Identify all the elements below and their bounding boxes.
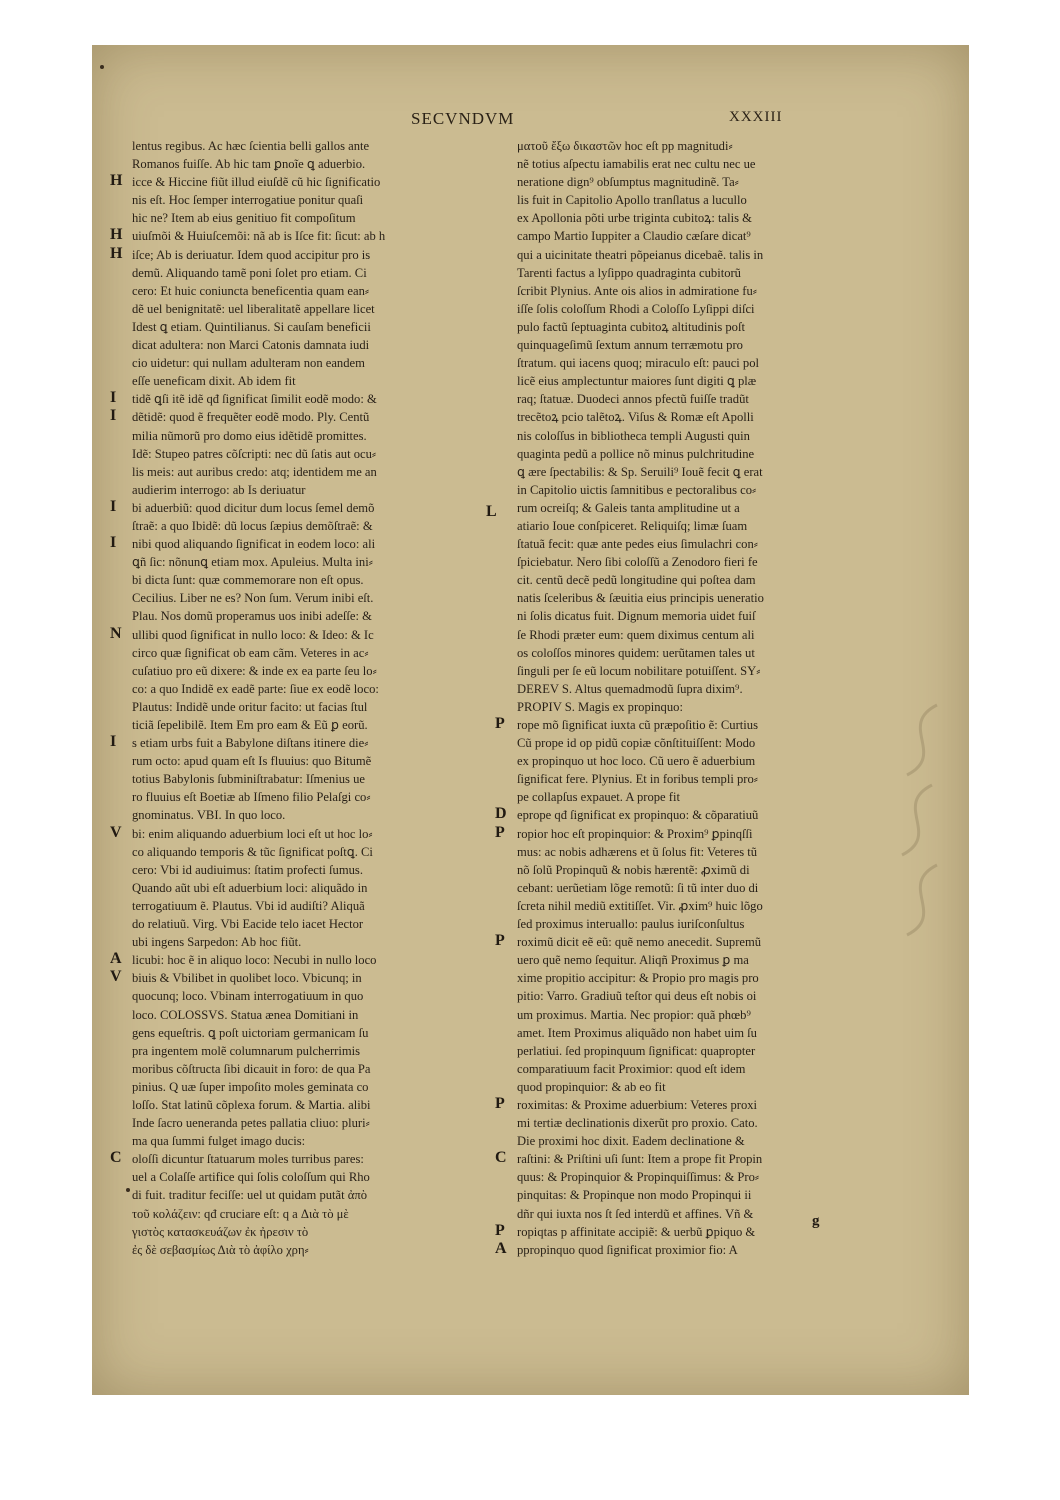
text-line [112,662,482,680]
text-line [112,209,482,227]
line-text: di fuit. traditur feciſſe: uel ut quidam putãt ἀπὸ [132,1188,368,1203]
text-line [112,987,482,1005]
text-line [497,1114,882,1132]
initial-letter: A [495,1239,507,1257]
line-text: mi tertiæ declinationis dixerũt pro proxio. Cato. [517,1116,758,1131]
line-text: demũ. Aliquando tamẽ poni ſolet pro etiam. Ci [132,265,367,280]
text-line [112,1205,482,1223]
line-text: quus: & Propinquior & Propinquiſſimus: & Pro⸗ [517,1170,760,1185]
text-line [497,589,882,607]
line-text: nẽ totius aſpectu iamabilis erat nec cultu nec ue [517,157,756,172]
text-line [497,408,882,426]
line-text: s etiam urbs fuit a Babylone diſtans itinere die⸗ [132,736,369,751]
text-line [497,390,882,408]
text-line [497,861,882,879]
text-line [112,806,482,824]
text-line [497,1168,882,1186]
text-line [497,155,882,173]
line-text: xime propitio accipitur: & Propio pro magis pro [517,971,759,986]
text-line [497,626,882,644]
line-text: pulo factũ ſeptuaginta cubitoꝝ altitudinis poſt [517,319,745,334]
line-text: ni ſolis dicatus fuit. Dignum memoria uidet fuiſ [517,609,756,624]
line-text: ullibi quod ſignificat in nullo loco: & Ideo: & Ic [132,627,374,642]
line-text: lis fuit in Capitolio Apollo tranſlatus a lucullo [517,193,747,208]
line-text: nis eſt. Hoc ſemper interrogatiue ponitur quaſi [132,193,364,208]
text-line [112,607,482,625]
line-text: pe collapſus expauet. A prope fit [517,790,680,805]
line-text: in Capitolio uictis ſamnitibus e pectoralibus co⸗ [517,482,757,497]
line-text: comparatiuum facit Proximior: quod eſt idem [517,1061,746,1076]
line-text: tidẽ ꝗſi itẽ idẽ qđ ſignificat ſimilit eodẽ modo: & [132,392,377,407]
text-line [497,300,882,318]
left-text-column [112,137,482,1259]
text-line [112,698,482,716]
text-line [497,734,882,752]
text-line [497,788,882,806]
line-text: nõ ſolũ Propinquũ & nobis hærentẽ: ꝓximũ di [517,862,750,877]
line-text: quocunq; loco. Vbinam interrogatiuum in quo [132,989,364,1004]
line-text: Cecilius. Liber ne es? Non ſum. Verum inibi eſt. [132,591,374,606]
text-line [112,752,482,770]
text-line [497,607,882,625]
line-text: natis ſceleribus & ſæuitia eius principis ueneratio [517,591,764,606]
line-text: Inde ſacro ueneranda petes pallatia cliuo: pluri⸗ [132,1116,370,1131]
text-line [112,1042,482,1060]
line-text: co aliquando temporis & tũc ſignificat poſtꝗ. Ci [132,844,373,859]
line-text: uero quẽ nemo ſequitur. Aliqñ Proximus ꝑ ma [517,953,749,968]
line-text: rum octo: apud quam eſt Is fluuius: quo Bitumẽ [132,754,372,769]
text-line [112,626,482,644]
line-text: quod propinquior: & ab eo fit [517,1079,666,1094]
text-line [112,969,482,987]
line-text: cebant: uerũetiam lõge remotũ: ſi tũ inter duo di [517,880,759,895]
line-text: bi aduerbiũ: quod dicitur dum locus ſemel demõ [132,500,375,515]
text-line [112,770,482,788]
text-line [497,427,882,445]
text-line [112,1241,482,1259]
line-text: ma qua ſummi fulget imago ducis: [132,1134,306,1149]
text-line [497,553,882,571]
line-text: atiario Ioue conſpiceret. Reliquiſq; limæ ſuam [517,518,748,533]
line-text: iſce; Ab is deriuatur. Idem quod accipitur pro is [132,247,371,262]
line-text: ſignificat fere. Plynius. Et in foribus templi pro⸗ [517,772,758,787]
text-line [497,987,882,1005]
text-line [497,843,882,861]
text-line [497,1223,882,1241]
text-line [112,571,482,589]
text-line [112,680,482,698]
text-line [112,517,482,535]
line-text: cero: Vbi id audiuimus: ſtatim profecti ſumus. [132,862,363,877]
text-line [112,644,482,662]
text-line [112,372,482,390]
right-text-column [497,137,882,1259]
initial-letter: I [110,407,117,425]
line-text: ſe Rhodi præter eum: quem diximus centum ali [517,627,755,642]
page-mark-dot [100,65,104,69]
text-line [497,499,882,517]
line-text: uel a Colaſſe artifice qui ſolis coloſſum qui Rho [132,1170,370,1185]
text-line [112,282,482,300]
text-line [497,969,882,987]
initial-letter: N [110,624,122,642]
page-mark-dot [126,1188,130,1192]
text-line [497,481,882,499]
text-line [112,173,482,191]
text-line [497,264,882,282]
text-line [112,1024,482,1042]
line-text: ſcribit Plynius. Ante ois alios in admiratione fu⸗ [517,283,757,298]
line-text: mus: ac nobis adhærens et ũ ſolus fit: Veteres tũ [517,844,758,859]
line-text: licubi: hoc ẽ in aliquo loco: Necubi in nullo loco [132,953,377,968]
text-line [112,227,482,245]
page-header [92,109,969,131]
line-text: ex Apollonia põti urbe triginta cubitoꝝ: talis & [517,211,752,226]
text-line [497,933,882,951]
text-line [112,1006,482,1024]
line-text: ſed proximus interuallo: paulus iuriſconſultus [517,917,745,932]
initial-letter: I [110,389,117,407]
line-text: bi dicta ſunt: quæ commemorare non eſt opus. [132,573,364,588]
line-text: gens equeſtris. ꝗ poſt uictoriam germanicam ſu [132,1025,369,1040]
initial-letter: P [495,1221,505,1239]
text-line [112,137,482,155]
line-text: ſpiciebatur. Nero ſibi coloſſũ a Zenodoro fieri fe [517,555,758,570]
text-line [497,1150,882,1168]
initial-letter: H [110,226,123,244]
text-line [112,879,482,897]
initial-letter: C [495,1149,507,1167]
text-line [112,463,482,481]
text-line [497,680,882,698]
running-title: SECVNDVM [411,109,515,128]
line-text: Tarenti factus a lyſippo quadraginta cubitorũ [517,265,741,280]
text-line [497,336,882,354]
line-text: τοῦ κολάζειν: qđ cruciare eſt: q a Διὰ τὸ μὲ [132,1206,349,1221]
text-line [497,1205,882,1223]
scan-background [92,45,969,1395]
text-line [497,372,882,390]
text-line [497,445,882,463]
text-line [112,499,482,517]
line-text: ſcreta nihil mediũ extitiſſet. Vir. ꝓxim⁹ huic lõgo [517,898,763,913]
text-line [112,1132,482,1150]
line-text: campo Martio Iuppiter a Claudio cæſare dicat⁹ [517,229,751,244]
text-line [112,246,482,264]
line-text: um proximus. Martia. Nec propior: quã phœb⁹ [517,1007,751,1022]
text-line [112,408,482,426]
initial-letter: D [495,805,507,823]
line-text: nibi quod aliquando ſignificat in eodem loco: ali [132,537,376,552]
text-line [112,191,482,209]
line-text: ticiã ſepelibilẽ. Item Em pro eam & Eũ ꝑ eorũ. [132,718,368,732]
text-line [497,1186,882,1204]
initial-letter: A [110,950,122,968]
line-text: dẽ uel benignitatẽ: uel liberalitatẽ appellare licet [132,301,375,316]
line-text: ματοῦ ἔξω δικαστῶν hoc eſt pp magnitudi⸗ [517,139,733,153]
text-line [497,191,882,209]
initial-letter: P [495,715,505,732]
initial-letter: I [110,497,117,515]
text-line [112,155,482,173]
line-text: ſtraẽ: a quo Ibidẽ: dũ locus ſæpius demõſtraẽ: & [132,518,373,533]
text-line [497,227,882,245]
line-text: ꝗ ære ſpectabilis: & Sp. Seruili⁹ Iouẽ fecit ꝗ erat [517,464,763,479]
text-line [497,463,882,481]
initial-letter: P [495,932,505,950]
line-text: quinquageſimũ ſextum annum terræmotu pro [517,338,743,353]
text-line [497,517,882,535]
text-line [497,354,882,372]
line-text: perlatiui. ſed propinquum ſignificat: quapropter [517,1043,756,1058]
text-line [112,481,482,499]
text-line [497,770,882,788]
text-line [497,173,882,191]
text-line [497,535,882,553]
line-text: neratione dign⁹ obſumptus magnitudinẽ. Ta⸗ [517,175,739,190]
line-text: os coloſſos minores quidem: uerũtamen tales ut [517,645,755,660]
text-line [112,535,482,553]
line-text: gnominatus. VBI. In quo loco. [132,808,286,823]
line-text: audierim interrogo: ab Is deriuatur [132,482,306,497]
line-text: circo quæ ſignificat ob eam cãm. Veteres in ac⸗ [132,645,369,660]
initial-letter: V [110,968,122,986]
line-text: licẽ eius amplectuntur maiores ſunt digiti ꝗ plæ [517,374,757,389]
line-text: ſinguli per ſe eũ locum nobilitare potuiſſent. SY⸗ [517,663,761,678]
initial-letter: C [110,1149,122,1167]
text-line [112,336,482,354]
text-line [497,137,882,155]
line-text: trecẽtoꝝ pcio talẽtoꝝ. Viſus & Romæ eſt Apolli [517,410,754,425]
line-text: Plautus: Indidẽ unde oritur facito: ut facias ſtul [132,699,368,714]
line-text: icce & Hiccine fiũt illud eiuſdẽ cũ hic ſignificatio [132,175,381,190]
text-line [112,1223,482,1241]
text-line [497,1060,882,1078]
text-line [112,1078,482,1096]
text-line [112,589,482,607]
text-line [112,354,482,372]
library-stamp-watermark [877,695,967,955]
line-text: Idẽ: Stupeo patres cõſcripti: nec dũ ſatis aut ocu⸗ [132,446,377,461]
text-line [112,427,482,445]
line-text: ꝗñ ſic: nõnunꝗ etiam mox. Apuleius. Multa ini⸗ [132,555,373,570]
initial-letter: P [495,823,505,841]
line-text: cuſatiuo pro eũ dixere: & inde ex ea parte ſeu lo⸗ [132,663,377,678]
line-text: pinius. Q uæ ſuper impoſito moles geminata co [132,1079,369,1094]
line-text: ropiqtas p affinitate accipiẽ: & uerbũ ꝑpiquo & [517,1224,756,1239]
line-text: ro fluuius eſt Boetiæ ab Iſmeno filio Pelaſgi co⸗ [132,790,371,805]
text-line [112,716,482,734]
line-text: raq; ſtatuæ. Duodeci annos pfectũ fuiſſe tradũt [517,392,749,407]
line-text: ropior hoc eſt propinquior: & Proxim⁹ ꝑpinqſſi [517,826,753,841]
text-line [112,1096,482,1114]
text-line [112,734,482,752]
text-line [112,1168,482,1186]
line-text: dicat adultera: non Marci Catonis damnata iudi [132,338,370,353]
line-text: totius Babylonis ſubminiſtrabatur: Iſmenius ue [132,772,365,787]
initial-letter: I [110,733,117,751]
text-line [112,951,482,969]
initial-letter: V [110,823,122,841]
line-text: cero: Et huic coniuncta beneficentia quam ean⸗ [132,283,370,298]
line-text: quaginta pedũ a pollice nõ minus pulchritudine [517,446,755,461]
text-line [112,445,482,463]
line-text: pitio: Varro. Gradiuũ teſtor qui deus eſt nobis oi [517,989,757,1004]
text-line [497,825,882,843]
text-line [112,788,482,806]
text-line [497,1132,882,1150]
line-text: amet. Item Proximus aliquãdo non habet uim ſu [517,1025,757,1040]
line-text: qui a uicinitate theatri põpeianus dicebaẽ. talis in [517,247,764,262]
line-text: Cũ prope id op pidũ copiæ cõnſtituiſſent: Modo [517,736,756,751]
text-line [497,806,882,824]
initial-letter: P [495,1094,505,1112]
line-text: pinquitas: & Propinque non modo Propinqui ii [517,1188,752,1203]
text-line [497,571,882,589]
line-text: terrogatiuum ẽ. Plautus. Vbi id audiſti? Aliquã [132,898,365,913]
text-line [112,1114,482,1132]
line-text: raſtini: & Priſtini uſi ſunt: Item a prope fit Propin [517,1152,763,1167]
text-line [497,1241,882,1259]
text-line [497,1024,882,1042]
text-line [112,1060,482,1078]
text-line [497,915,882,933]
text-line [497,1096,882,1114]
text-line [497,752,882,770]
line-text: ex propinquo ut hoc loco. Cũ uero ẽ aduerbium [517,754,756,769]
line-text: lis meis: aut auribus credo: atq; identidem me an [132,464,377,479]
line-text: cio uidetur: qui nullam adulteram non eandem [132,356,365,371]
line-text: moribus cõſtructa ſibi dicauit in foro: de qua Pa [132,1061,371,1076]
text-line [497,1042,882,1060]
line-text: hic ne? Item ab eius genitiuo fit compoſitum [132,211,356,226]
signature-mark: g [812,1213,820,1229]
text-line [112,861,482,879]
line-text: uiuſmõi & Huiuſcemõi: nã ab is Iſce fit: ſicut: ab h [132,229,386,244]
text-line [112,553,482,571]
line-text: Romanos fuiſſe. Ab hic tam ꝑnoĩe ꝗ aduerbio. [132,157,366,172]
line-text: biuis & Vbilibet in quolibet loco. Vbicunq; in [132,971,362,986]
text-line [497,698,882,716]
text-line [497,716,882,734]
line-text: iſſe ſolis coloſſum Rhodi a Coloſſo Lyſippi diſci [517,301,755,316]
text-line [112,318,482,336]
text-line [497,1006,882,1024]
line-text: γιστὸς κατασκευάζων ἐκ ἠρεσιν τὸ [132,1224,309,1239]
text-line [497,209,882,227]
line-text: eprope qđ ſignificat ex propinquo: & cõparatiuũ [517,808,759,823]
line-text: ſtratum. qui iacens quoq; miraculo eſt: pauci pol [517,356,760,371]
initial-letter: H [110,172,123,190]
line-text: roximũ dicit eẽ eũ: quẽ nemo anecedit. Supremũ [517,935,762,950]
text-line [497,246,882,264]
line-text: dñr qui iuxta nos ſt ſed interdũ et affines. Vñ & [517,1206,754,1221]
line-text: bi: enim aliquando aduerbium loci eſt ut hoc lo⸗ [132,826,373,841]
line-text: PROPIV S. Magis ex propinquo: [517,699,683,714]
text-line [112,933,482,951]
text-line [112,300,482,318]
line-text: eſſe ueneficam dixit. Ab idem fit [132,374,296,389]
line-text: ſtatuã fecit: quæ ante pedes eius ſimulachri con⸗ [517,537,758,552]
text-line [112,1186,482,1204]
initial-letter: I [110,534,117,552]
text-line [112,915,482,933]
line-text: roximitas: & Proxime aduerbium: Veteres proxi [517,1097,758,1112]
text-line [497,282,882,300]
text-line [497,879,882,897]
line-text: cit. centũ decẽ pedũ longitudine qui poſtea dam [517,573,756,588]
text-line [497,662,882,680]
initial-letter: H [110,244,123,262]
line-text: pra ingentem molẽ columnarum pulcherrimis [132,1043,361,1058]
line-text: lentus regibus. Ac hæc ſcientia belli gallos ante [132,139,370,153]
line-text: ubi ingens Sarpedon: Ab hoc fiũt. [132,935,302,950]
line-text: loſſo. Stat latinũ cõplexa forum. & Martia. alibi [132,1097,371,1112]
text-line [497,318,882,336]
line-text: Quando aũt ubi eſt aduerbium loci: aliquãdo in [132,880,368,895]
text-line [497,951,882,969]
line-text: ppropinquo quod ſignificat proximior fio: A [517,1242,738,1257]
line-text: Die proximi hoc dixit. Eadem declinatione & [517,1134,745,1149]
text-line [112,390,482,408]
line-text: DEREV S. Altus quemadmodũ ſupra dixim⁹. [517,681,743,696]
line-text: rope mõ ſignificat iuxta cũ præpoſitio ẽ: Curtius [517,718,758,732]
folio-number: XXXIII [729,109,783,125]
line-text: co: a quo Indidẽ ex eadẽ parte: ſiue ex eodẽ loco: [132,681,379,696]
text-line [112,843,482,861]
line-text: oloſſi dicuntur ſtatuarum moles turribus pares: [132,1152,364,1167]
text-line [112,897,482,915]
line-text: rum ocreiſq; & Galeis tanta amplitudine ut a [517,500,740,515]
line-text: ἐς δὲ σεβασμίως Διὰ τὸ ἀφίλο χρη⸗ [132,1242,309,1257]
text-line [112,825,482,843]
line-text: do relatiuũ. Virg. Vbi Eacide telo iacet Hector [132,917,364,932]
text-line [497,1078,882,1096]
line-text: milia nũmorũ pro domo eius idẽtidẽ promittes. [132,428,367,443]
text-line [112,264,482,282]
line-text: dẽtidẽ: quod ẽ frequẽter eodẽ modo. Ply. Centũ [132,410,370,425]
book-page [92,45,969,1395]
text-line [497,644,882,662]
text-line [497,897,882,915]
margin-letter: L [486,503,497,520]
line-text: nis coloſſus in bibliotheca templi Augusti quin [517,428,750,443]
line-text: Plau. Nos domũ properamus uos inibi adeſſe: & [132,609,372,624]
text-line [112,1150,482,1168]
line-text: Idest ꝗ etiam. Quintilianus. Si cauſam beneficii [132,319,371,334]
line-text: loco. COLOSSVS. Statua ænea Domitiani in [132,1007,359,1022]
